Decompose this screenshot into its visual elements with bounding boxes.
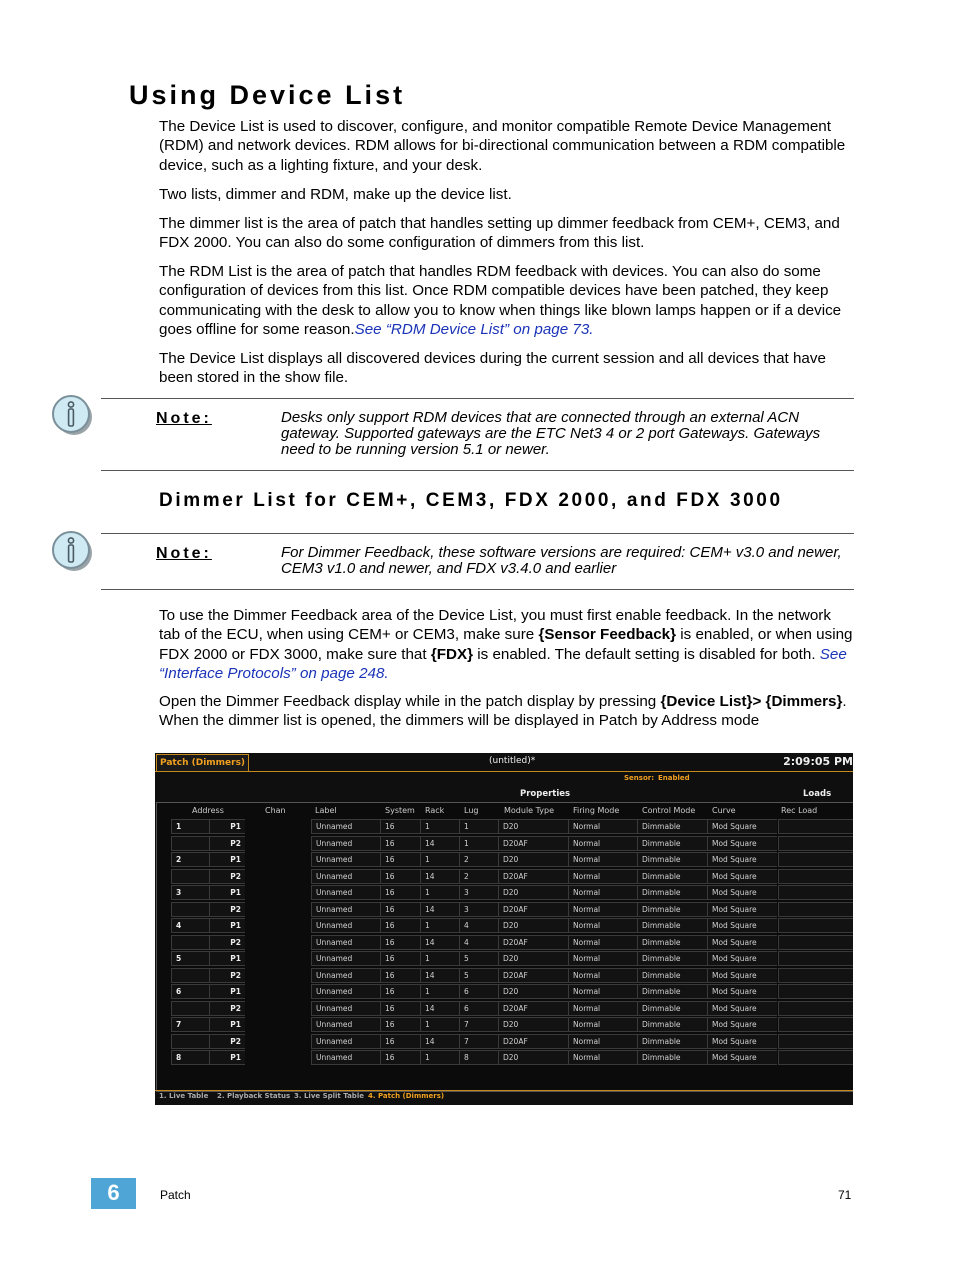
table-cell: D20 (498, 951, 568, 966)
table-cell: Unnamed (311, 885, 380, 900)
table-cell: 14 (420, 836, 459, 851)
rec-load-cell (778, 819, 853, 834)
table-cell: 16 (380, 935, 420, 950)
paragraph-rdm-list (159, 262, 854, 339)
table-cell: 6 (459, 984, 498, 999)
table-cell: 16 (380, 885, 420, 900)
table-cell: D20AF (498, 935, 568, 950)
table-cell: 14 (420, 869, 459, 884)
table-cell: D20AF (498, 902, 568, 917)
table-cell: D20AF (498, 869, 568, 884)
loads-header: Loads (803, 789, 832, 799)
note1-text: Desks only support RDM devices that are connected through an external ACN gateway. Supported gateways are the ETC Net3 4 or 2 port Gateways. Gateways need to be running version 5.1 or newer. (281, 409, 821, 458)
table-cell: Normal (568, 836, 637, 851)
table-cell: Unnamed (311, 968, 380, 983)
table-cell: P1 (209, 1050, 245, 1065)
table-cell: Normal (568, 918, 637, 933)
table-row[interactable] (161, 968, 853, 985)
table-cell: Unnamed (311, 918, 380, 933)
table-cell: P1 (209, 1017, 245, 1032)
note2-top-rule (101, 533, 854, 534)
bottom-tab[interactable]: 4. Patch (Dimmers) (368, 1092, 445, 1100)
patch-dimmers-screenshot (155, 753, 853, 1105)
table-cell: Mod Square (707, 885, 777, 900)
column-header[interactable]: System (385, 806, 415, 815)
table-cell: Dimmable (637, 951, 707, 966)
properties-header: Properties (520, 789, 571, 799)
column-header[interactable]: Rack (425, 806, 445, 815)
table-cell: 16 (380, 951, 420, 966)
table-cell: 3 (459, 902, 498, 917)
table-cell: 5 (171, 951, 209, 966)
table-cell: 2 (171, 852, 209, 867)
table-cell: Dimmable (637, 1050, 707, 1065)
table-cell: P1 (209, 984, 245, 999)
rec-load-cell (778, 1017, 853, 1032)
table-cell: 16 (380, 902, 420, 917)
footer-section: Patch (160, 1188, 191, 1202)
table-row[interactable] (161, 984, 853, 1001)
table-cell: Unnamed (311, 836, 380, 851)
table-cell: 1 (420, 1050, 459, 1065)
table-cell: Mod Square (707, 852, 777, 867)
column-header[interactable]: Module Type (504, 806, 555, 815)
table-cell: 5 (459, 951, 498, 966)
table-cell: 14 (420, 935, 459, 950)
table-cell: Unnamed (311, 1034, 380, 1049)
table-cell: 16 (380, 1050, 420, 1065)
column-header[interactable]: Chan (265, 806, 286, 815)
table-cell: 6 (459, 1001, 498, 1016)
table-cell: 1 (459, 836, 498, 851)
table-cell: Normal (568, 902, 637, 917)
note2-bottom-rule (101, 589, 854, 590)
table-cell: Unnamed (311, 1001, 380, 1016)
table-row[interactable] (161, 819, 853, 836)
table-cell: Mod Square (707, 1017, 777, 1032)
table-cell: 1 (459, 819, 498, 834)
table-cell: 16 (380, 852, 420, 867)
note-info-icon (51, 530, 93, 572)
text-run: . When the dimmer list is opened, the dimmers will be displayed in Patch by Address mode (159, 693, 847, 730)
table-row[interactable] (161, 1017, 853, 1034)
table-row[interactable] (161, 1001, 853, 1018)
rec-load-cell (778, 1001, 853, 1016)
page-title: Using Device List (129, 80, 406, 110)
table-cell: D20 (498, 819, 568, 834)
section-heading-dimmer-list: Dimmer List for CEM+, CEM3, FDX 2000, and FDX 3000 (159, 490, 783, 511)
clock: 2:09:05 PM (783, 755, 853, 768)
table-cell: 7 (459, 1017, 498, 1032)
table-cell: D20 (498, 1050, 568, 1065)
rec-load-cell (778, 951, 853, 966)
table-cell: 16 (380, 1034, 420, 1049)
rec-load-cell (778, 902, 853, 917)
table-cell: P1 (209, 885, 245, 900)
column-header[interactable]: Control Mode (642, 806, 696, 815)
table-cell: D20 (498, 984, 568, 999)
table-cell: 1 (420, 819, 459, 834)
table-cell: Normal (568, 935, 637, 950)
rec-load-cell (778, 1050, 853, 1065)
table-row[interactable] (161, 1034, 853, 1051)
table-cell: 8 (171, 1050, 209, 1065)
patch-dimmers-tab[interactable]: Patch (Dimmers) (156, 754, 249, 772)
table-cell: Normal (568, 1017, 637, 1032)
table-row[interactable] (161, 1050, 853, 1067)
rec-load-cell (778, 1034, 853, 1049)
rec-load-cell (778, 869, 853, 884)
table-cell: Mod Square (707, 819, 777, 834)
device-list-dimmers-key: {Device List}> {Dimmers} (660, 693, 843, 710)
table-cell: 14 (420, 1034, 459, 1049)
table-cell: Unnamed (311, 984, 380, 999)
table-cell: Mod Square (707, 1001, 777, 1016)
table-cell: Dimmable (637, 902, 707, 917)
table-cell: Mod Square (707, 935, 777, 950)
paragraph-enable-feedback (159, 606, 854, 683)
column-header[interactable]: Curve (712, 806, 736, 815)
table-cell: P1 (209, 951, 245, 966)
sensor-label: Sensor: (624, 774, 654, 782)
rec-load-cell (778, 918, 853, 933)
note1-top-rule (101, 398, 854, 399)
table-cell: Dimmable (637, 935, 707, 950)
table-cell: Unnamed (311, 869, 380, 884)
table-cell: 1 (420, 918, 459, 933)
table-cell: Mod Square (707, 1050, 777, 1065)
rec-load-cell (778, 968, 853, 983)
table-cell: Mod Square (707, 968, 777, 983)
table-cell: 16 (380, 968, 420, 983)
table-cell: 4 (459, 935, 498, 950)
table-cell: P2 (209, 869, 245, 884)
column-header[interactable]: Rec Load (781, 806, 818, 815)
table-cell: Dimmable (637, 968, 707, 983)
table-cell: Mod Square (707, 836, 777, 851)
table-cell: Dimmable (637, 984, 707, 999)
table-cell: 7 (459, 1034, 498, 1049)
table-cell: 1 (420, 984, 459, 999)
table-cell (171, 902, 209, 917)
table-cell: Dimmable (637, 869, 707, 884)
table-cell: Unnamed (311, 852, 380, 867)
table-cell: Dimmable (637, 885, 707, 900)
table-cell: 16 (380, 836, 420, 851)
column-header[interactable]: Firing Mode (573, 806, 620, 815)
bottom-tab[interactable]: 2. Playback Status (217, 1092, 291, 1100)
chapter-number: 6 (91, 1178, 136, 1209)
table-cell: Dimmable (637, 1034, 707, 1049)
sensor-value: Enabled (658, 774, 690, 782)
bottom-tab[interactable]: 3. Live Split Table (294, 1092, 364, 1100)
table-cell: Mod Square (707, 902, 777, 917)
table-cell: Normal (568, 1034, 637, 1049)
table-cell: Normal (568, 1050, 637, 1065)
table-cell: P2 (209, 935, 245, 950)
footer-page-number: 71 (838, 1188, 852, 1202)
bottom-divider (155, 1090, 853, 1091)
table-cell: D20AF (498, 836, 568, 851)
table-cell: P1 (209, 918, 245, 933)
note2-label: Note: (156, 545, 212, 562)
table-cell: Normal (568, 968, 637, 983)
table-cell: 2 (459, 852, 498, 867)
table-cell: P2 (209, 902, 245, 917)
table-cell: 1 (420, 951, 459, 966)
table-cell: Normal (568, 869, 637, 884)
table-cell: D20 (498, 918, 568, 933)
bottom-tab[interactable]: 1. Live Table (159, 1092, 209, 1100)
table-cell (171, 1034, 209, 1049)
table-cell: 14 (420, 902, 459, 917)
table-cell: 7 (171, 1017, 209, 1032)
table-cell: 2 (459, 869, 498, 884)
paragraph-device-list-display: The Device List displays all discovered devices during the current session and all devices that have been stored in the show file. (159, 350, 826, 387)
column-header[interactable]: Lug (464, 806, 479, 815)
column-header[interactable]: Address (192, 806, 224, 815)
table-cell: 3 (459, 885, 498, 900)
table-cell: P2 (209, 1001, 245, 1016)
table-row[interactable] (161, 951, 853, 968)
table-cell: P2 (209, 836, 245, 851)
table-cell: D20 (498, 852, 568, 867)
table-cell: Dimmable (637, 852, 707, 867)
paragraph-dimmer-list: The dimmer list is the area of patch that handles setting up dimmer feedback from CEM+, CEM3, and FDX 2000. You can also do some configuration of dimmers from this list. (159, 215, 840, 252)
fdx-key: {FDX} (430, 645, 474, 663)
table-cell: P2 (209, 1034, 245, 1049)
table-cell: D20AF (498, 968, 568, 983)
show-title: (untitled)* (489, 756, 536, 766)
table-cell: D20AF (498, 1001, 568, 1016)
table-cell: 14 (420, 1001, 459, 1016)
table-cell: 16 (380, 869, 420, 884)
sensor-status (624, 774, 690, 782)
paragraph-open-dimmer-feedback (159, 692, 854, 731)
table-cell: Dimmable (637, 1001, 707, 1016)
table-cell (171, 869, 209, 884)
table-row[interactable] (161, 918, 853, 935)
rdm-list-text: The RDM List is the area of patch that handles RDM feedback with devices. You can also do some configuration of devices from this list. Once RDM compatible devices have been patched, they keep communicating with the desk to allow you to know when things like blown lamps happen or if a device goes offline for some reason. (159, 263, 842, 338)
table-cell: 6 (171, 984, 209, 999)
note1-bottom-rule (101, 470, 854, 471)
table-row[interactable] (161, 902, 853, 919)
table-cell: Normal (568, 885, 637, 900)
table-cell: 16 (380, 1017, 420, 1032)
table-cell: Normal (568, 1001, 637, 1016)
table-cell: Unnamed (311, 1017, 380, 1032)
table-row[interactable] (161, 852, 853, 869)
note1-label: Note: (156, 410, 212, 427)
rdm-device-list-link[interactable]: See “RDM Device List” on page 73. (354, 320, 594, 338)
text-run: To use the Dimmer Feedback area of the Device List, you must first enable feedback. In the network tab of the ECU, when using CEM+ or CEM3, make sure (159, 607, 831, 644)
top-divider (155, 771, 853, 772)
paragraph-two-lists: Two lists, dimmer and RDM, make up the device list. (159, 186, 512, 203)
table-cell: Mod Square (707, 951, 777, 966)
table-cell: 16 (380, 819, 420, 834)
table-cell: 1 (420, 885, 459, 900)
table-cell: 1 (420, 852, 459, 867)
table-cell: 1 (171, 819, 209, 834)
table-cell: Normal (568, 951, 637, 966)
table-cell: Mod Square (707, 1034, 777, 1049)
table-cell: Unnamed (311, 1050, 380, 1065)
table-cell: 8 (459, 1050, 498, 1065)
interface-protocols-link[interactable]: See “Interface Protocols” on page 248. (159, 645, 847, 682)
table-cell: P1 (209, 819, 245, 834)
paragraph-intro: The Device List is used to discover, configure, and monitor compatible Remote Device Management (RDM) and network devices. RDM allows for bi-directional communication between a RDM compatible device, such as a lighting fixture, and your desk. (159, 118, 846, 174)
text-run: is enabled. The default setting is disabled for both. (473, 645, 820, 663)
table-cell: Unnamed (311, 935, 380, 950)
table-cell: 14 (420, 968, 459, 983)
text-run: Open the Dimmer Feedback display while in the patch display by pressing (159, 693, 661, 710)
text-run: is enabled, or when using FDX 2000 or FDX 3000, make sure that (159, 626, 853, 663)
table-cell: P1 (209, 852, 245, 867)
table-cell: 5 (459, 968, 498, 983)
rec-load-cell (778, 836, 853, 851)
note-info-icon (51, 394, 93, 436)
table-row[interactable] (161, 836, 853, 853)
table-cell: Mod Square (707, 869, 777, 884)
table-row[interactable] (161, 869, 853, 886)
table-cell: 1 (420, 1017, 459, 1032)
table-cell: Dimmable (637, 1017, 707, 1032)
table-cell: 16 (380, 918, 420, 933)
table-cell: P2 (209, 968, 245, 983)
table-cell: Normal (568, 819, 637, 834)
rec-load-cell (778, 984, 853, 999)
table-cell: Unnamed (311, 902, 380, 917)
table-cell (171, 1001, 209, 1016)
table-cell: 4 (171, 918, 209, 933)
table-cell (171, 968, 209, 983)
table-cell: Dimmable (637, 819, 707, 834)
table-row[interactable] (161, 935, 853, 952)
table-cell: Unnamed (311, 819, 380, 834)
table-cell: Normal (568, 852, 637, 867)
table-cell: Dimmable (637, 918, 707, 933)
table-cell (171, 935, 209, 950)
table-cell: Dimmable (637, 836, 707, 851)
column-header[interactable]: Label (315, 806, 337, 815)
table-cell: 3 (171, 885, 209, 900)
rec-load-cell (778, 885, 853, 900)
sensor-feedback-key: {Sensor Feedback} (538, 626, 677, 644)
table-cell: D20 (498, 1017, 568, 1032)
table-cell: D20AF (498, 1034, 568, 1049)
table-cell: 16 (380, 984, 420, 999)
table-cell: Mod Square (707, 984, 777, 999)
note2-text: For Dimmer Feedback, these software versions are required: CEM+ v3.0 and newer, CEM3 v1.0 and newer, and FDX v3.4.0 and earlier (281, 544, 842, 577)
table-cell: Normal (568, 984, 637, 999)
table-cell: Mod Square (707, 918, 777, 933)
table-cell: 4 (459, 918, 498, 933)
table-cell: Unnamed (311, 951, 380, 966)
rec-load-cell (778, 852, 853, 867)
table-cell: D20 (498, 885, 568, 900)
rec-load-cell (778, 935, 853, 950)
table-cell (171, 836, 209, 851)
table-row[interactable] (161, 885, 853, 902)
table-cell: 16 (380, 1001, 420, 1016)
